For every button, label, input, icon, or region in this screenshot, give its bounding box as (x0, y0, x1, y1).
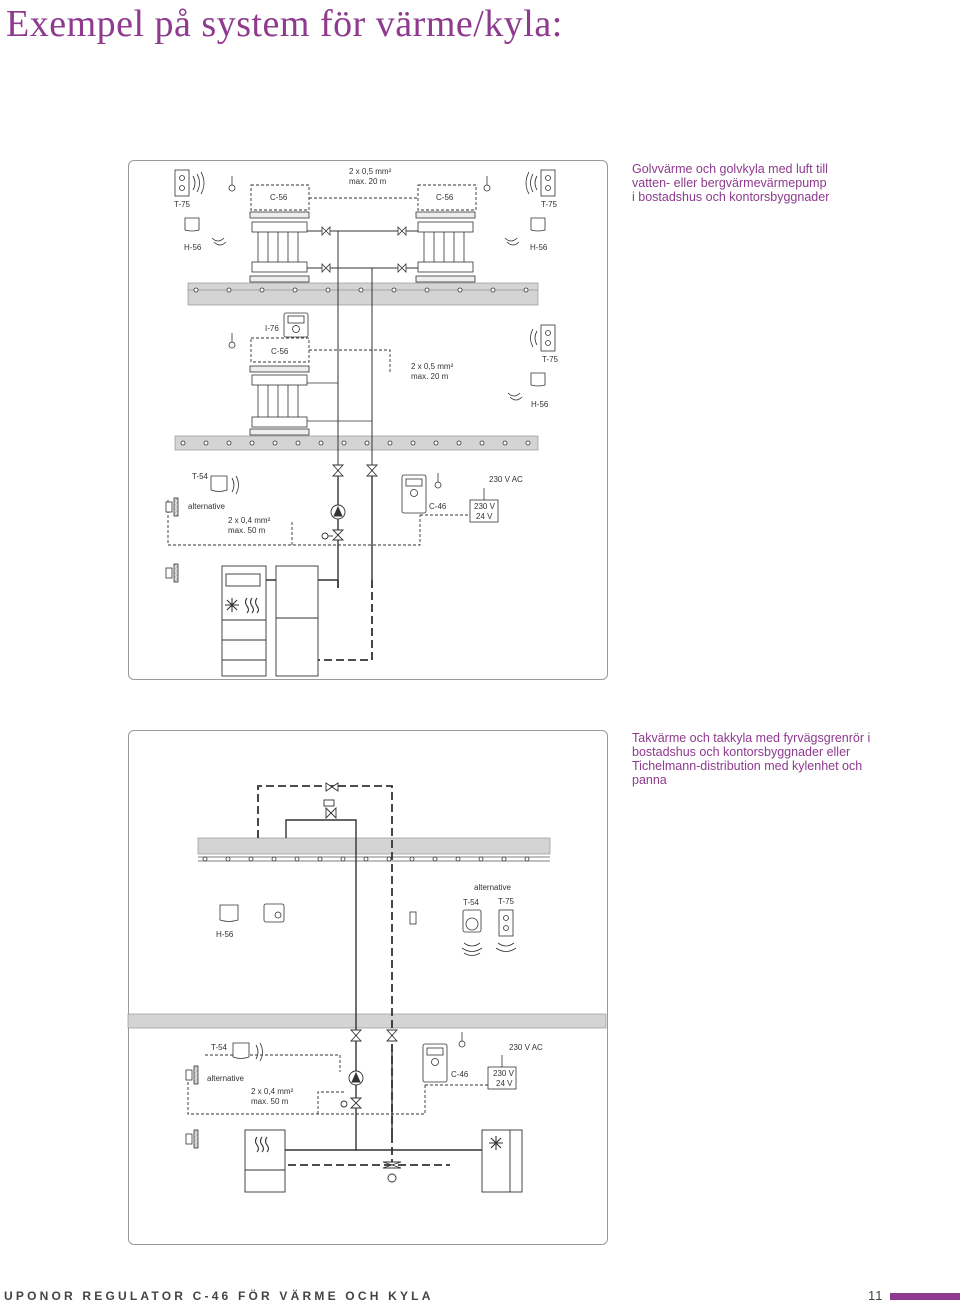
mixing-valve-d2 (324, 800, 336, 818)
label-alternative: alternative (188, 502, 225, 511)
room-controller-d2 (264, 904, 284, 922)
label-t75-right: T-75 (541, 200, 558, 209)
label-c46: C-46 (429, 502, 447, 511)
label-cable-a: 2 x 0,4 mm² (251, 1087, 294, 1096)
label-c56-mid: C-56 (271, 347, 289, 356)
thermostat-t75-top-d2 (496, 910, 516, 952)
label-t75-mid: T-75 (542, 355, 559, 364)
page-title: Exempel på system för värme/kyla: (6, 3, 563, 45)
label-t75-top: T-75 (498, 897, 515, 906)
label-cable-top-a: 2 x 0,5 mm² (349, 167, 392, 176)
label-cable-b: max. 50 m (251, 1097, 289, 1106)
label-cable-low-b: max. 50 m (228, 526, 266, 535)
thermostat-t54-d2 (233, 1043, 263, 1061)
label-h56: H-56 (216, 930, 234, 939)
label-c46: C-46 (451, 1070, 469, 1079)
thermostat-t54-top-d2 (462, 910, 482, 956)
label-230v: 230 V (493, 1069, 514, 1078)
label-cable-top-b: max. 20 m (349, 177, 387, 186)
label-24v: 24 V (496, 1079, 513, 1088)
label-i76: I-76 (265, 324, 279, 333)
diagram-caption-floor: Golvvärme och golvkyla med luft till vatten- eller bergvärmevärmepump i bostadshus och kontorsbyggnader (632, 162, 830, 204)
controller-c46-d1 (402, 475, 426, 513)
chiller-unit (482, 1130, 522, 1192)
diagram2-labels (207, 883, 543, 1106)
label-alternative-top: alternative (474, 883, 511, 892)
thermostat-t75-mid (531, 325, 556, 351)
label-cable-mid-b: max. 20 m (411, 372, 449, 381)
label-230vac: 230 V AC (489, 475, 523, 484)
solid-pipes-d1 (266, 470, 372, 580)
thermostat-t75-left (175, 170, 204, 196)
manifold-top-right (416, 212, 475, 282)
buffer-tank-unit (276, 566, 318, 676)
wall-sensor-d1 (174, 498, 178, 582)
boiler-unit (245, 1130, 285, 1192)
label-c56-right: C-56 (436, 193, 454, 202)
label-c56-left: C-56 (270, 193, 288, 202)
diagram1-labels (174, 167, 559, 535)
sensor-probe-d2 (459, 1032, 465, 1047)
label-230vac: 230 V AC (509, 1043, 543, 1052)
thermostat-t75-right (526, 170, 555, 196)
label-230v: 230 V (474, 502, 495, 511)
floor-slab-d2 (128, 1014, 606, 1028)
label-t54: T-54 (192, 472, 209, 481)
ceiling-pipes (203, 857, 529, 861)
label-cable-low-a: 2 x 0,4 mm² (228, 516, 271, 525)
label-h56-right: H-56 (530, 243, 548, 252)
manifold-middle (250, 366, 372, 435)
page-number: 11 (868, 1288, 884, 1303)
diagram-caption-ceiling: Takvärme och takkyla med fyrvägsgrenrör i bostadshus och kontorsbyggnader eller Tichelmann-distribution med kylenhet och panna (632, 731, 871, 787)
footer-accent-bar (890, 1293, 960, 1300)
label-h56-left: H-56 (184, 243, 202, 252)
valves-top (322, 227, 406, 272)
floor-slab-top (188, 283, 538, 305)
window-sensor-d2 (410, 912, 416, 924)
snowflake-icon (225, 598, 239, 612)
humidity-sensor-icons (185, 218, 545, 400)
interface-i76-icon (284, 313, 308, 337)
pump-d1 (322, 465, 377, 540)
footer-title: UPONOR REGULATOR C-46 FÖR VÄRME OCH KYLA (4, 1289, 434, 1303)
humidity-sensor-h56-d2 (220, 905, 238, 922)
manifold-top-left (250, 212, 309, 282)
pump-d2 (341, 1071, 363, 1107)
snowflake-icon-d2 (489, 1136, 503, 1150)
label-alternative: alternative (207, 1074, 244, 1083)
thermostat-t54-d1 (211, 476, 239, 494)
label-t54-top: T-54 (463, 898, 480, 907)
controller-c46-d2 (423, 1044, 447, 1082)
label-24v: 24 V (476, 512, 493, 521)
label-h56-mid: H-56 (531, 400, 549, 409)
label-t75-left: T-75 (174, 200, 191, 209)
wall-sensor-d2 (194, 1066, 198, 1148)
label-cable-mid-a: 2 x 0,5 mm² (411, 362, 454, 371)
solid-pipes-d2 (285, 820, 503, 1150)
dashed-pipes-d1 (318, 580, 372, 660)
heat-pump-indoor-unit (222, 566, 266, 676)
label-t54: T-54 (211, 1043, 228, 1052)
